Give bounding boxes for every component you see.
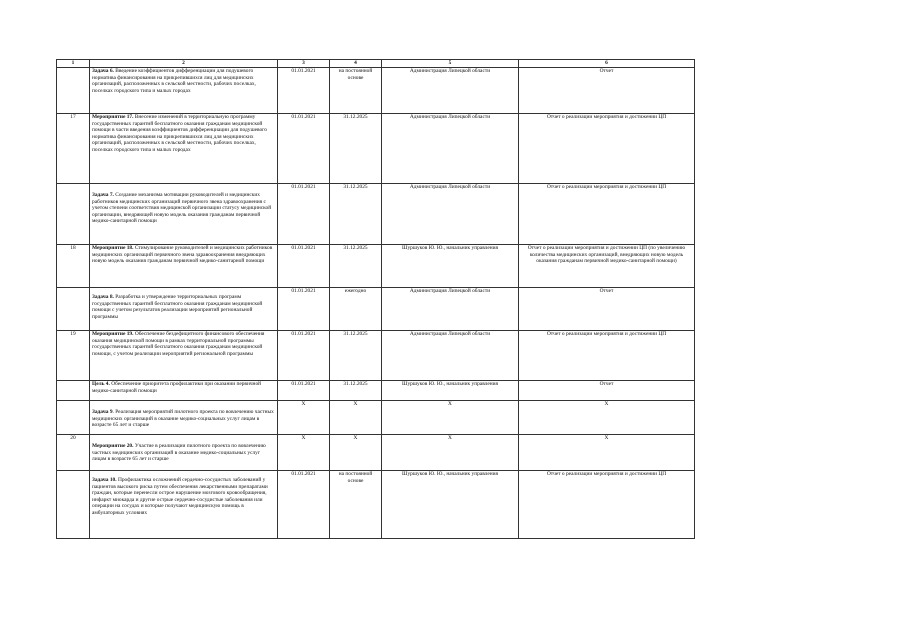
row-end-date: 31.12.2025	[330, 245, 382, 288]
row-result: X	[519, 435, 695, 471]
row-result: Отчет о реализации мероприятия и достижении ЦП	[519, 184, 695, 245]
row-responsible: Администрация Липецкой области	[382, 184, 519, 245]
row-number	[57, 471, 90, 539]
row-end-date: X	[330, 401, 382, 435]
row-number	[57, 288, 90, 331]
row-label: Мероприятие 17.	[92, 114, 134, 120]
row-label: Задача 7.	[92, 192, 114, 198]
row-responsible: Администрация Липецкой области	[382, 331, 519, 381]
row-responsible: X	[382, 435, 519, 471]
row-description	[90, 114, 278, 184]
row-start-date: 01.01.2021	[278, 68, 330, 114]
col-header-6: 6	[519, 60, 695, 68]
col-header-3: 3	[278, 60, 330, 68]
row-text: Создание механизма мотивации руководителей и медицинских работников медицинских организаций первичного звена здравоохранения с учетом степени соответствия медицинской организации статусу медицинской организации, внедряющей новую модель оказания гражданам первичной медико-санитарной помощи	[92, 192, 272, 225]
row-text: Участие в реализации пилотного проекта по вовлечению частных медицинских организаций в оказание медико-социальных услуг лицам в возрасте 65 лет и старше	[92, 443, 266, 463]
row-description	[90, 245, 278, 288]
row-start-date: X	[278, 401, 330, 435]
row-label: Мероприятие 18.	[92, 245, 134, 251]
row-start-date: X	[278, 435, 330, 471]
col-header-5: 5	[382, 60, 519, 68]
row-description	[90, 435, 278, 471]
col-header-1: 1	[57, 60, 90, 68]
header-row	[57, 60, 695, 68]
row-end-date: 31.12.2025	[330, 114, 382, 184]
row-label: Задача 8.	[92, 294, 114, 300]
row-number	[57, 401, 90, 435]
row-label: Задача 6.	[92, 68, 114, 74]
row-description	[90, 68, 278, 114]
col-header-2: 2	[90, 60, 278, 68]
row-label: Цель 4.	[92, 381, 110, 387]
row-text: Обеспечение приоритета профилактики при оказании первичной медико-санитарной помощи	[92, 381, 262, 394]
row-number: 18	[57, 245, 90, 288]
table-row	[57, 435, 695, 471]
row-responsible: Администрация Липецкой области	[382, 114, 519, 184]
row-number: 19	[57, 331, 90, 381]
row-text: Введение коэффициентов дифференциации для подушевого норматива финансирования на прикрепившихся лиц для медицинских организаций, расположенных в сельской местности, рабочих поселках, поселках городского типа и малых городах	[92, 68, 256, 94]
table-row	[57, 331, 695, 381]
table-row	[57, 68, 695, 114]
row-start-date: 01.01.2021	[278, 331, 330, 381]
table-row	[57, 471, 695, 539]
row-result: Отчет о реализации мероприятия и достижении ЦП	[519, 471, 695, 539]
row-result: Отчет	[519, 288, 695, 331]
row-label: Задача 9	[92, 409, 113, 415]
row-text: Стимулирование руководителей и медицинских работников медицинских организаций первичного звена здравоохранения внедряющих новую модель оказания гражданам первичной медико-санитарной помощи	[92, 245, 273, 265]
table-row	[57, 288, 695, 331]
row-responsible: Шуршуков Ю. Ю., начальник управления	[382, 471, 519, 539]
row-text: Внесение изменений в территориальную программу государственных гарантий бесплатного оказания гражданам медицинской помощи в части введения коэффициентов дифференциации для подушевого норматива финансирования на прикрепившихся лиц для медицинских организаций, расположенных в сельской местности, рабочих поселках, поселках городского типа и малых городах	[92, 114, 267, 153]
row-end-date: ежегодно	[330, 288, 382, 331]
row-description	[90, 184, 278, 245]
row-text: . Реализация мероприятий пилотного проекта по вовлечению частных медицинских организаций в оказание медико-социальных услуг лицам в возрасте 65 лет и старше	[92, 409, 274, 429]
row-start-date: 01.01.2021	[278, 114, 330, 184]
row-label: Мероприятие 19.	[92, 331, 134, 337]
row-text: Профилактика осложнений сердечно-сосудистых заболеваний у пациентов высокого риска путем обеспечения лекарственными препаратами граждан, которые перенесли острое нарушение мозгового кровообращения, инфаркт миокарда и другие острые сердечно-сосудистые заболевания или операции на сосудах и которые получают медицинскую помощь в амбулаторных условиях	[92, 477, 268, 516]
row-result: Отчет	[519, 381, 695, 401]
row-end-date: на постоянной основе	[330, 68, 382, 114]
row-number: 20	[57, 435, 90, 471]
row-description	[90, 471, 278, 539]
row-responsible: Шуршуков Ю. Ю., начальник управления	[382, 381, 519, 401]
row-label: Задача 10.	[92, 477, 117, 483]
row-description	[90, 401, 278, 435]
row-description	[90, 381, 278, 401]
plan-table	[56, 59, 695, 539]
row-end-date: X	[330, 435, 382, 471]
row-start-date: 01.01.2021	[278, 184, 330, 245]
row-end-date: 31.12.2025	[330, 184, 382, 245]
row-end-date: 31.12.2025	[330, 331, 382, 381]
row-result: Отчет о реализации мероприятия и достижении ЦП (по увеличению количества медицинских организаций, внедряющих новую модель оказания гражданам первичной медико-санитарной помощи)	[519, 245, 695, 288]
row-responsible: Шуршуков Ю. Ю., начальник управления	[382, 245, 519, 288]
row-number	[57, 381, 90, 401]
table-row	[57, 401, 695, 435]
row-text: Обеспечение бездефицитного финансового обеспечения оказания медицинской помощи в рамках территориальной программы государственных гарантий бесплатного оказания гражданам медицинской помощи, с учетом реализации мероприятий региональной программы	[92, 331, 265, 357]
row-responsible: X	[382, 401, 519, 435]
row-end-date: на постоянной основе	[330, 471, 382, 539]
row-result: Отчет	[519, 68, 695, 114]
row-responsible: Администрация Липецкой области	[382, 288, 519, 331]
row-start-date: 01.01.2021	[278, 245, 330, 288]
row-result: Отчет о реализации мероприятия и достижении ЦП	[519, 331, 695, 381]
row-description	[90, 331, 278, 381]
row-text: Разработка и утверждение территориальных программ государственных гарантий бесплатного оказания гражданам медицинской помощи с учетом результатов реализации мероприятий региональной программы	[92, 294, 263, 320]
row-result: Отчет о реализации мероприятия и достижении ЦП	[519, 114, 695, 184]
row-number	[57, 68, 90, 114]
row-label: Мероприятие 20.	[92, 443, 134, 449]
row-number: 17	[57, 114, 90, 184]
row-end-date: 31.12.2025	[330, 381, 382, 401]
table-row	[57, 381, 695, 401]
row-start-date: 01.01.2021	[278, 288, 330, 331]
table-row	[57, 184, 695, 245]
row-responsible: Администрация Липецкой области	[382, 68, 519, 114]
row-description	[90, 288, 278, 331]
col-header-4: 4	[330, 60, 382, 68]
table-row	[57, 114, 695, 184]
table-row	[57, 245, 695, 288]
row-start-date: 01.01.2021	[278, 471, 330, 539]
row-result: X	[519, 401, 695, 435]
row-start-date: 01.01.2021	[278, 381, 330, 401]
row-number	[57, 184, 90, 245]
